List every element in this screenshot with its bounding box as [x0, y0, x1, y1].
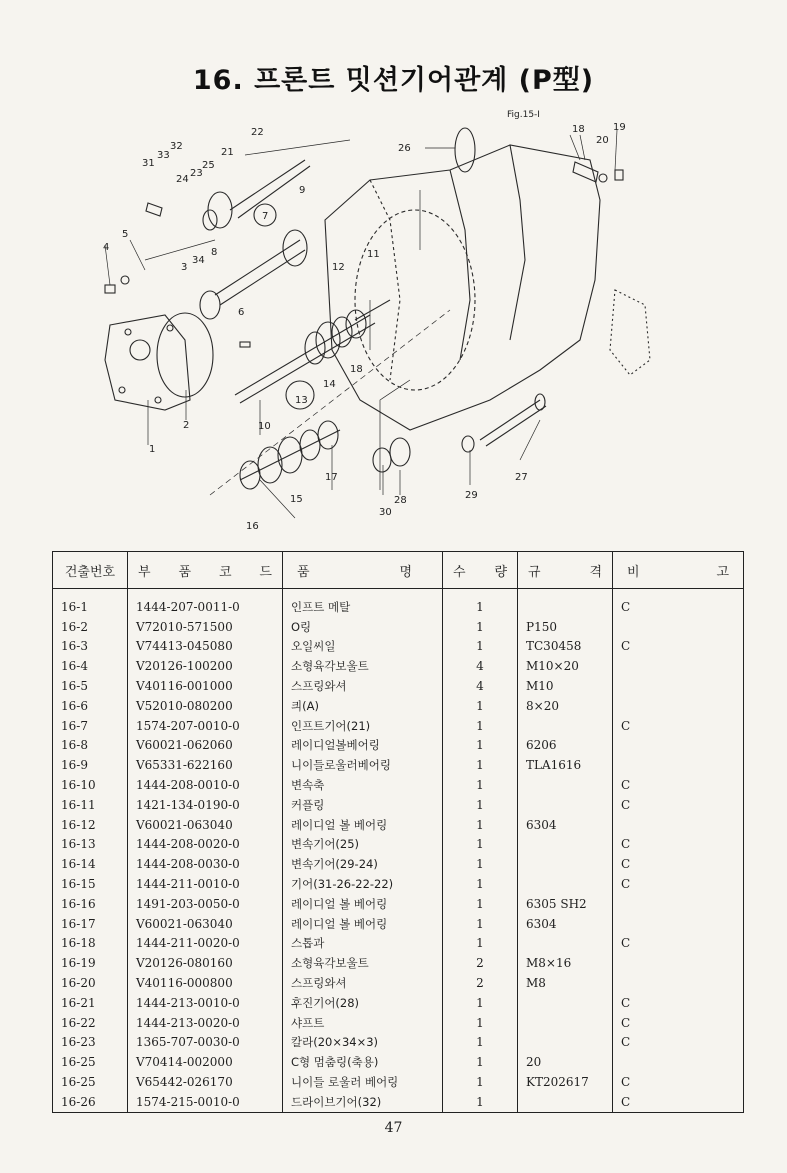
diagram-svg: [70, 100, 710, 540]
part-name-cell: 레이디얼 볼 베어링: [283, 894, 443, 914]
spec-cell: [518, 1092, 613, 1112]
part-name-cell: O링: [283, 617, 443, 637]
table-row: [53, 755, 744, 775]
callout-20: 20: [596, 135, 609, 146]
part-name-cell: 후진기어(28): [283, 993, 443, 1013]
part-code-cell: V60021-063040: [128, 914, 283, 934]
part-code-cell: 1444-208-0010-0: [128, 775, 283, 795]
part-name-cell: 커플링: [283, 795, 443, 815]
part-name-cell: 샤프트: [283, 1013, 443, 1033]
part-name-cell: 니이들 로울러 베어링: [283, 1072, 443, 1092]
part-name-cell: 스톱과: [283, 934, 443, 954]
row-number-cell: 16-14: [53, 854, 128, 874]
part-code-cell: 1421-134-0190-0: [128, 795, 283, 815]
header-spec: 규 격: [518, 552, 613, 589]
spec-cell: [518, 835, 613, 855]
part-name-cell: 칼라(20×34×3): [283, 1033, 443, 1053]
quantity-cell: 1: [443, 716, 518, 736]
part-name-cell: 기어(31-26-22-22): [283, 874, 443, 894]
quantity-cell: 4: [443, 676, 518, 696]
callout-3: 3: [181, 262, 188, 273]
spec-cell: [518, 775, 613, 795]
part-code-cell: V65331-622160: [128, 755, 283, 775]
row-number-cell: 16-22: [53, 1013, 128, 1033]
quantity-cell: 1: [443, 1072, 518, 1092]
remark-cell: C: [613, 1092, 744, 1112]
row-number-cell: 16-3: [53, 637, 128, 657]
parts-table: [52, 551, 744, 1113]
remark-cell: C: [613, 874, 744, 894]
part-name-cell: 오일씨일: [283, 637, 443, 657]
part-name-cell: 레이디얼볼베어링: [283, 736, 443, 756]
remark-cell: [613, 973, 744, 993]
table-row: [53, 696, 744, 716]
callout-22: 22: [251, 127, 264, 138]
spec-cell: M10: [518, 676, 613, 696]
quantity-cell: 1: [443, 993, 518, 1013]
table-row: [53, 1013, 744, 1033]
table-row: [53, 874, 744, 894]
quantity-cell: 1: [443, 874, 518, 894]
part-code-cell: V20126-080160: [128, 953, 283, 973]
part-name-cell: 인프트 메탈: [283, 589, 443, 617]
row-number-cell: 16-12: [53, 815, 128, 835]
quantity-cell: 2: [443, 973, 518, 993]
spec-cell: [518, 874, 613, 894]
figure-label: Fig.15-I: [507, 110, 540, 120]
part-name-cell: 스프링와셔: [283, 676, 443, 696]
remark-cell: C: [613, 795, 744, 815]
remark-cell: [613, 894, 744, 914]
part-name-cell: 킈(A): [283, 696, 443, 716]
part-name-cell: 소형육각보울트: [283, 953, 443, 973]
part-name-cell: 니이들로울러베어링: [283, 755, 443, 775]
remark-cell: C: [613, 1072, 744, 1092]
spec-cell: M8×16: [518, 953, 613, 973]
part-name-cell: 레이디얼 볼 베어링: [283, 815, 443, 835]
quantity-cell: 1: [443, 1033, 518, 1053]
row-number-cell: 16-5: [53, 676, 128, 696]
header-remarks: 비 고: [613, 552, 744, 589]
table-row: [53, 993, 744, 1013]
callout-25: 25: [202, 160, 215, 171]
table-row: [53, 736, 744, 756]
quantity-cell: 1: [443, 755, 518, 775]
quantity-cell: 1: [443, 1013, 518, 1033]
remark-cell: C: [613, 716, 744, 736]
row-number-cell: 16-8: [53, 736, 128, 756]
row-number-cell: 16-10: [53, 775, 128, 795]
remark-cell: C: [613, 589, 744, 617]
spec-cell: 6206: [518, 736, 613, 756]
table-row: [53, 795, 744, 815]
table-row: [53, 656, 744, 676]
part-name-cell: C형 멈춤링(축용): [283, 1052, 443, 1072]
table-row: [53, 589, 744, 617]
table-row: [53, 1052, 744, 1072]
callout-11: 11: [367, 249, 380, 260]
callout-8: 8: [211, 247, 218, 258]
remark-cell: [613, 953, 744, 973]
part-code-cell: V40116-000800: [128, 973, 283, 993]
callout-18-mid: 18: [350, 364, 363, 375]
case-outline: [325, 145, 600, 430]
spec-cell: M8: [518, 973, 613, 993]
remark-cell: C: [613, 775, 744, 795]
quantity-cell: 1: [443, 1092, 518, 1112]
spec-cell: TC30458: [518, 637, 613, 657]
remark-cell: [613, 914, 744, 934]
remark-cell: [613, 617, 744, 637]
remark-cell: [613, 815, 744, 835]
remark-cell: C: [613, 1033, 744, 1053]
table-row: [53, 973, 744, 993]
callout-labels: [103, 122, 626, 532]
remark-cell: C: [613, 637, 744, 657]
table-row: [53, 914, 744, 934]
remark-cell: C: [613, 993, 744, 1013]
callout-6: 6: [238, 307, 245, 318]
callout-28: 28: [394, 495, 407, 506]
callout-16: 16: [246, 521, 259, 532]
part-name-cell: 인프트기어(21): [283, 716, 443, 736]
spec-cell: [518, 854, 613, 874]
part-code-cell: V70414-002000: [128, 1052, 283, 1072]
row-number-cell: 16-6: [53, 696, 128, 716]
row-number-cell: 16-20: [53, 973, 128, 993]
quantity-cell: 1: [443, 894, 518, 914]
callout-14: 14: [323, 379, 336, 390]
part-code-cell: 1444-208-0030-0: [128, 854, 283, 874]
remark-cell: [613, 1052, 744, 1072]
remark-cell: C: [613, 854, 744, 874]
part-name-cell: 레이디얼 볼 베어링: [283, 914, 443, 934]
part-code-cell: 1444-207-0011-0: [128, 589, 283, 617]
remark-cell: [613, 676, 744, 696]
row-number-cell: 16-16: [53, 894, 128, 914]
part-name-cell: 변속기어(29-24): [283, 854, 443, 874]
row-number-cell: 16-17: [53, 914, 128, 934]
row-number-cell: 16-13: [53, 835, 128, 855]
row-number-cell: 16-4: [53, 656, 128, 676]
spec-cell: [518, 589, 613, 617]
row-number-cell: 16-26: [53, 1092, 128, 1112]
callout-4: 4: [103, 242, 110, 253]
spec-cell: [518, 993, 613, 1013]
remark-cell: C: [613, 835, 744, 855]
quantity-cell: 1: [443, 637, 518, 657]
page-number: 47: [384, 1120, 403, 1136]
header-part-code: 부 품 코 드: [128, 552, 283, 589]
table-row: [53, 953, 744, 973]
part-code-cell: V52010-080200: [128, 696, 283, 716]
page-title: 16. 프론트 밋션기어관계 (P型): [192, 65, 595, 96]
quantity-cell: 1: [443, 589, 518, 617]
part-code-cell: V72010-571500: [128, 617, 283, 637]
table-row: [53, 1072, 744, 1092]
callout-12: 12: [332, 262, 345, 273]
row-number-cell: 16-25: [53, 1072, 128, 1092]
spec-cell: M10×20: [518, 656, 613, 676]
remark-cell: [613, 755, 744, 775]
quantity-cell: 1: [443, 835, 518, 855]
callout-32: 32: [170, 141, 183, 152]
remark-cell: C: [613, 1013, 744, 1033]
row-number-cell: 16-18: [53, 934, 128, 954]
part-code-cell: 1444-211-0010-0: [128, 874, 283, 894]
row-number-cell: 16-21: [53, 993, 128, 1013]
spec-cell: P150: [518, 617, 613, 637]
callout-7: 7: [262, 211, 269, 222]
spec-cell: [518, 1033, 613, 1053]
exploded-parts-diagram: [70, 100, 710, 540]
callout-13: 13: [295, 395, 308, 406]
table-row: [53, 775, 744, 795]
part-name-cell: 스프링와셔: [283, 973, 443, 993]
header-part-name: 품 명: [283, 552, 443, 589]
row-number-cell: 16-23: [53, 1033, 128, 1053]
part-code-cell: 1444-213-0020-0: [128, 1013, 283, 1033]
part-code-cell: 1574-207-0010-0: [128, 716, 283, 736]
header-quantity: 수 량: [443, 552, 518, 589]
row-number-cell: 16-11: [53, 795, 128, 815]
part-name-cell: 변속기어(25): [283, 835, 443, 855]
callout-26: 26: [398, 143, 411, 154]
table-row: [53, 934, 744, 954]
part-code-cell: 1444-211-0020-0: [128, 934, 283, 954]
callout-23: 23: [190, 168, 203, 179]
part-name-cell: 변속축: [283, 775, 443, 795]
table-row: [53, 617, 744, 637]
part-name-cell: 소형육각보울트: [283, 656, 443, 676]
row-number-cell: 16-19: [53, 953, 128, 973]
part-code-cell: 1574-215-0010-0: [128, 1092, 283, 1112]
part-code-cell: 1444-208-0020-0: [128, 835, 283, 855]
callout-27: 27: [515, 472, 528, 483]
callout-10: 10: [258, 421, 271, 432]
header-part-number: 건출번호: [53, 552, 128, 589]
spec-cell: [518, 716, 613, 736]
table-row: [53, 815, 744, 835]
remark-cell: [613, 696, 744, 716]
remark-cell: [613, 656, 744, 676]
part-code-cell: 1444-213-0010-0: [128, 993, 283, 1013]
quantity-cell: 1: [443, 914, 518, 934]
part-code-cell: V40116-001000: [128, 676, 283, 696]
callout-1: 1: [149, 444, 156, 455]
table-row: [53, 637, 744, 657]
callout-5: 5: [122, 229, 129, 240]
callout-17: 17: [325, 472, 338, 483]
remark-cell: C: [613, 934, 744, 954]
row-number-cell: 16-25: [53, 1052, 128, 1072]
quantity-cell: 1: [443, 775, 518, 795]
table-row: [53, 1092, 744, 1112]
quantity-cell: 1: [443, 815, 518, 835]
quantity-cell: 1: [443, 696, 518, 716]
part-name-cell: 드라이브기어(32): [283, 1092, 443, 1112]
callout-21: 21: [221, 147, 234, 158]
row-number-cell: 16-9: [53, 755, 128, 775]
table-row: [53, 716, 744, 736]
part-code-cell: 1365-707-0030-0: [128, 1033, 283, 1053]
spec-cell: TLA1616: [518, 755, 613, 775]
table-header-row: [53, 552, 744, 589]
callout-2: 2: [183, 420, 190, 431]
spec-cell: 6304: [518, 914, 613, 934]
table-row: [53, 676, 744, 696]
callout-29: 29: [465, 490, 478, 501]
quantity-cell: 1: [443, 854, 518, 874]
part-code-cell: V60021-063040: [128, 815, 283, 835]
part-code-cell: V60021-062060: [128, 736, 283, 756]
part-code-cell: V65442-026170: [128, 1072, 283, 1092]
callout-18-top: 18: [572, 124, 585, 135]
row-number-cell: 16-1: [53, 589, 128, 617]
spec-cell: 8×20: [518, 696, 613, 716]
remark-cell: [613, 736, 744, 756]
callout-9: 9: [299, 185, 306, 196]
quantity-cell: 1: [443, 934, 518, 954]
callout-15: 15: [290, 494, 303, 505]
table-row: [53, 854, 744, 874]
part-code-cell: V20126-100200: [128, 656, 283, 676]
callout-24: 24: [176, 174, 189, 185]
quantity-cell: 1: [443, 617, 518, 637]
quantity-cell: 1: [443, 1052, 518, 1072]
spec-cell: 20: [518, 1052, 613, 1072]
spec-cell: 6305 SH2: [518, 894, 613, 914]
table-row: [53, 1033, 744, 1053]
spec-cell: 6304: [518, 815, 613, 835]
callout-19: 19: [613, 122, 626, 133]
part-code-cell: V74413-045080: [128, 637, 283, 657]
part-code-cell: 1491-203-0050-0: [128, 894, 283, 914]
spec-cell: KT202617: [518, 1072, 613, 1092]
parts-table-body: [53, 589, 744, 1113]
quantity-cell: 4: [443, 656, 518, 676]
spec-cell: [518, 934, 613, 954]
table-row: [53, 894, 744, 914]
row-number-cell: 16-7: [53, 716, 128, 736]
callout-31: 31: [142, 158, 155, 169]
row-number-cell: 16-2: [53, 617, 128, 637]
table-row: [53, 835, 744, 855]
spec-cell: [518, 795, 613, 815]
callout-33: 33: [157, 150, 170, 161]
quantity-cell: 2: [443, 953, 518, 973]
callout-34: 34: [192, 255, 205, 266]
callout-30: 30: [379, 507, 392, 518]
row-number-cell: 16-15: [53, 874, 128, 894]
quantity-cell: 1: [443, 795, 518, 815]
spec-cell: [518, 1013, 613, 1033]
quantity-cell: 1: [443, 736, 518, 756]
